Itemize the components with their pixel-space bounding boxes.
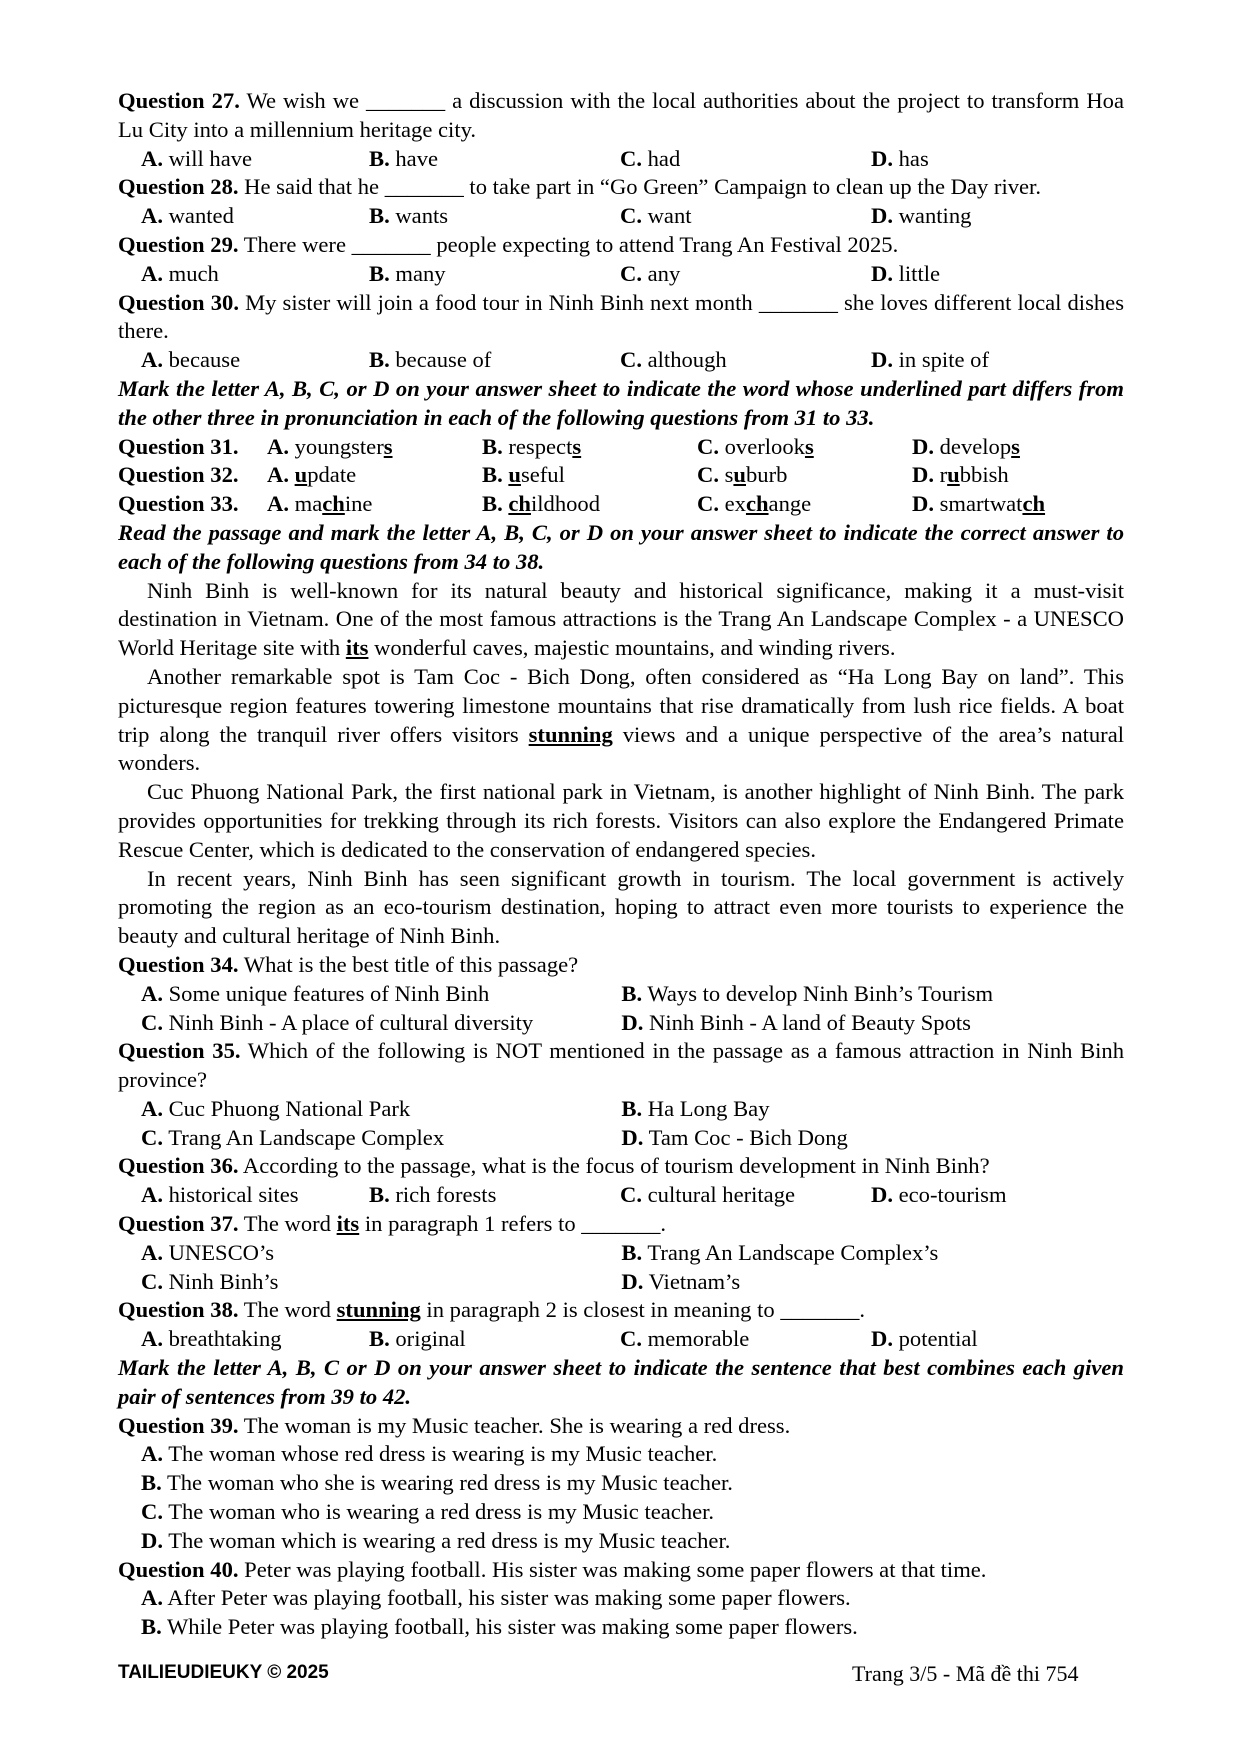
option-d[interactable]: D. eco-tourism — [871, 1182, 1007, 1208]
option-d[interactable]: D. wanting — [871, 203, 972, 229]
option-c[interactable]: C. The woman who is wearing a red dress is my Music teacher. — [141, 1499, 715, 1525]
instruction-39-42: Mark the letter A, B, C or D on your answer sheet to indicate the sentence that best combines each given pair of sentences from 39 to 42. — [118, 1355, 1124, 1409]
option-a[interactable]: A. breathtaking — [141, 1326, 282, 1352]
question-27-options — [118, 145, 1124, 174]
passage-paragraph-3: Cuc Phuong National Park, the first national park in Vietnam, is another highlight of Ninh Binh. The park provides opportunities for trekking through its rich forests. Visitors can also explore the Endangered Primate Rescue Center, which is dedicated to the conservation of endangered species. — [118, 779, 1124, 862]
option-d[interactable]: D. rubbish — [912, 462, 1009, 488]
option-c[interactable]: C. Ninh Binh - A place of cultural diversity — [141, 1009, 534, 1035]
option-a[interactable]: A. much — [141, 260, 219, 286]
question-38: Question 38. The word stunning in paragraph 2 is closest in meaning to _______. — [118, 1297, 866, 1323]
instruction-34-38: Read the passage and mark the letter A, B, C, or D on your answer sheet to indicate the correct answer to each of the following questions from 34 to 38. — [118, 519, 1124, 574]
option-d[interactable]: D. The woman which is wearing a red dress is my Music teacher. — [141, 1527, 731, 1553]
question-31: Question 31. A. youngsters B. respects C. overlooks D. develops — [118, 433, 1124, 462]
question-35: Question 35. Which of the following is NOT mentioned in the passage as a famous attraction in Ninh Binh province? — [118, 1038, 1125, 1093]
option-a[interactable]: A. Cuc Phuong National Park — [141, 1095, 411, 1121]
option-c[interactable]: C. had — [620, 145, 681, 171]
question-38-options — [118, 1325, 1124, 1354]
option-a[interactable]: A. After Peter was playing football, his sister was making some paper flowers. — [141, 1585, 851, 1611]
option-b[interactable]: B. rich forests — [369, 1182, 497, 1208]
option-b[interactable]: B. have — [369, 145, 439, 171]
option-b[interactable]: B. respects — [482, 433, 582, 459]
option-b[interactable]: B. The woman who she is wearing red dress is my Music teacher. — [141, 1470, 733, 1496]
option-a[interactable]: A. update — [267, 462, 357, 488]
question-34-options-row-1 — [118, 980, 1124, 1009]
question-37: Question 37. The word its in paragraph 1 refers to _______. — [118, 1211, 667, 1237]
question-30-options — [118, 346, 1124, 375]
question-36-options — [118, 1181, 1124, 1210]
option-a[interactable]: A. The woman whose red dress is wearing is my Music teacher. — [141, 1441, 718, 1467]
option-a[interactable]: A. will have — [141, 145, 253, 171]
question-27: Question 27. We wish we _______ a discussion with the local authorities about the project to transform Hoa Lu City into a millennium heritage city. — [118, 88, 1124, 142]
option-d[interactable]: D. potential — [871, 1326, 978, 1352]
option-b[interactable]: B. Ha Long Bay — [621, 1095, 770, 1121]
option-a[interactable]: A. UNESCO’s — [141, 1239, 275, 1265]
option-b[interactable]: B. because of — [369, 347, 492, 373]
option-b[interactable]: B. useful — [482, 462, 565, 488]
question-40: Question 40. Peter was playing football. His sister was making some paper flowers at that time. — [118, 1556, 987, 1582]
option-b[interactable]: B. many — [369, 260, 446, 286]
option-d[interactable]: D. Vietnam’s — [621, 1268, 741, 1294]
option-b[interactable]: B. Ways to develop Ninh Binh’s Tourism — [621, 980, 994, 1006]
question-35-options-row-1 — [118, 1095, 1124, 1124]
question-36: Question 36. According to the passage, what is the focus of tourism development in Ninh Binh? — [118, 1153, 990, 1179]
option-c[interactable]: C. suburb — [697, 462, 788, 488]
option-b[interactable]: B. original — [369, 1326, 466, 1352]
option-c[interactable]: C. overlooks — [697, 433, 814, 459]
option-a[interactable]: A. wanted — [141, 203, 234, 229]
option-b[interactable]: B. wants — [369, 203, 449, 229]
option-d[interactable]: D. little — [871, 260, 941, 286]
exam-page — [118, 87, 1124, 1642]
footer-page-number: Trang 3/5 - Mã đề thi 754 — [852, 1661, 1079, 1686]
option-b[interactable]: B. While Peter was playing football, his sister was making some paper flowers. — [141, 1614, 858, 1640]
question-33: Question 33. A. machine B. childhood C. exchange D. smartwatch — [118, 490, 1124, 519]
option-d[interactable]: D. Tam Coc - Bich Dong — [621, 1124, 848, 1150]
option-a[interactable]: A. Some unique features of Ninh Binh — [141, 980, 490, 1006]
option-c[interactable]: C. although — [620, 347, 727, 373]
question-35-options-row-2 — [118, 1124, 1124, 1153]
question-29: Question 29. There were _______ people expecting to attend Trang An Festival 2025. — [118, 231, 899, 257]
question-28-options — [118, 202, 1124, 231]
option-a[interactable]: A. historical sites — [141, 1182, 299, 1208]
option-c[interactable]: C. Trang An Landscape Complex — [141, 1124, 445, 1150]
option-a[interactable]: A. because — [141, 347, 241, 373]
option-c[interactable]: C. memorable — [620, 1326, 750, 1352]
option-b[interactable]: B. Trang An Landscape Complex’s — [621, 1239, 939, 1265]
option-d[interactable]: D. has — [871, 145, 929, 171]
option-c[interactable]: C. cultural heritage — [620, 1182, 796, 1208]
question-37-options-row-2 — [118, 1268, 1124, 1297]
option-c[interactable]: C. want — [620, 203, 692, 229]
question-34-options-row-2 — [118, 1009, 1124, 1038]
question-30: Question 30. My sister will join a food tour in Ninh Binh next month _______ she loves different local dishes there. — [118, 289, 1124, 344]
option-a[interactable]: A. youngsters — [267, 433, 393, 459]
passage-paragraph-2: Another remarkable spot is Tam Coc - Bich Dong, often considered as “Ha Long Bay on land”. This picturesque region features towering limestone mountains that rise dramatically from lush rice fields. A boat trip along the tranquil river offers visitors stunning views and a unique perspective of the area’s natural wonders. — [118, 663, 1124, 776]
question-28: Question 28. He said that he _______ to take part in “Go Green” Campaign to clean up the Day river. — [118, 174, 1041, 200]
option-d[interactable]: D. smartwatch — [912, 491, 1046, 517]
question-34: Question 34. What is the best title of this passage? — [118, 951, 579, 977]
option-d[interactable]: D. Ninh Binh - A land of Beauty Spots — [621, 1009, 971, 1035]
option-c[interactable]: C. any — [620, 260, 681, 286]
passage-paragraph-1: Ninh Binh is well-known for its natural beauty and historical significance, making it a must-visit destination in Vietnam. One of the most famous attractions is the Trang An Landscape Complex - a UNESCO World Heritage site with its wonderful caves, majestic mountains, and winding rivers. — [118, 577, 1124, 661]
question-29-options — [118, 260, 1124, 289]
question-32: Question 32. A. update B. useful C. suburb D. rubbish — [118, 461, 1124, 490]
question-39: Question 39. The woman is my Music teacher. She is wearing a red dress. — [118, 1412, 791, 1438]
option-c[interactable]: C. exchange — [697, 491, 812, 517]
instruction-31-33: Mark the letter A, B, C, or D on your answer sheet to indicate the word whose underlined part differs from the other three in pronunciation in each of the following questions from 31 to 33. — [118, 375, 1124, 430]
option-c[interactable]: C. Ninh Binh’s — [141, 1268, 279, 1294]
option-b[interactable]: B. childhood — [482, 491, 601, 517]
option-a[interactable]: A. machine — [267, 491, 373, 517]
option-d[interactable]: D. develops — [912, 433, 1020, 459]
footer-brand: TAILIEUDIEUKY © 2025 — [118, 1662, 329, 1683]
passage-paragraph-4: In recent years, Ninh Binh has seen significant growth in tourism. The local government is actively promoting the region as an eco-tourism destination, hoping to attract even more tourists to experience the beauty and cultural heritage of Ninh Binh. — [118, 865, 1124, 949]
question-37-options-row-1 — [118, 1239, 1124, 1268]
option-d[interactable]: D. in spite of — [871, 347, 989, 373]
